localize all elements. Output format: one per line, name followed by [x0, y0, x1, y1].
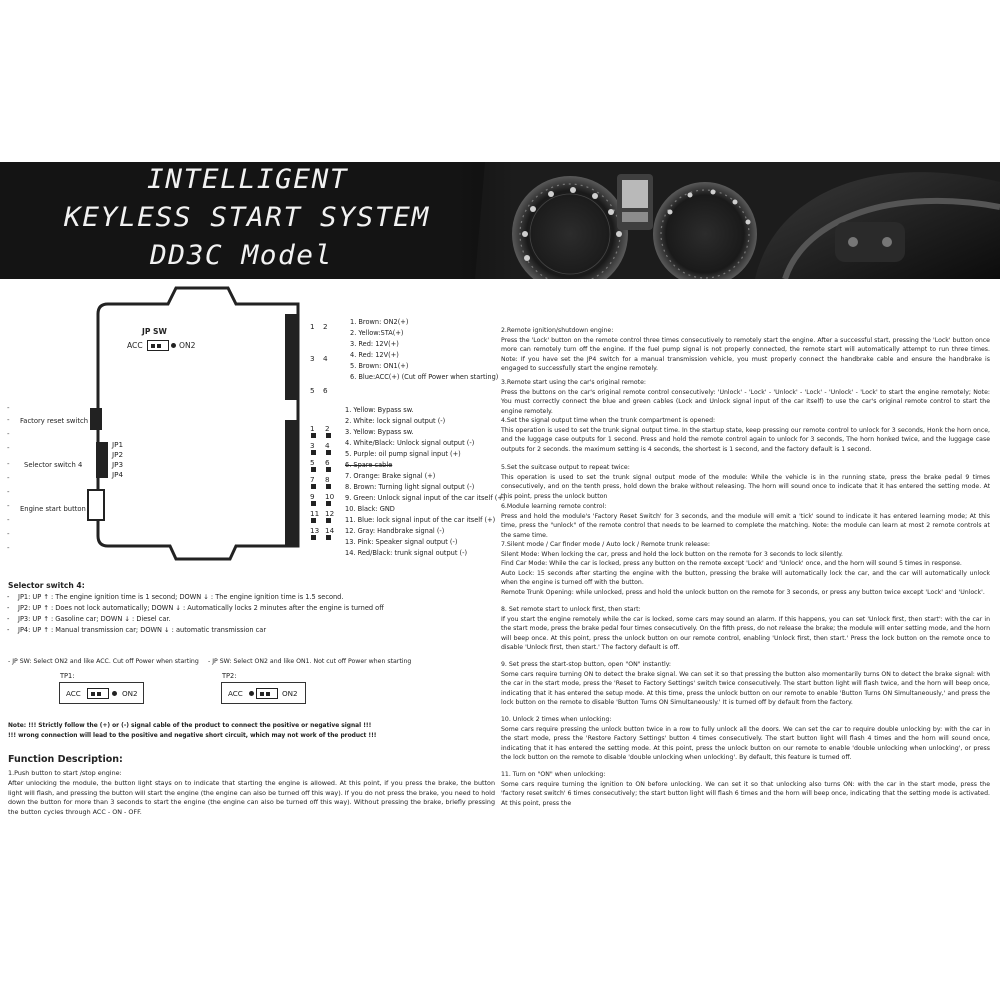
engine-start-button-label: Engine start button: [20, 505, 86, 513]
title-line-3: DD3C Model: [150, 240, 333, 271]
bottom-pin-square-6: [326, 467, 331, 472]
bottom-wire-2: 2. White: lock signal output (-): [345, 417, 446, 425]
bottom-pin-7: 7: [310, 475, 315, 484]
factory-reset-switch-label: Factory reset switch: [20, 417, 89, 425]
tp1-caption: - JP SW: Select ON2 and like ACC. Cut off Power when starting: [8, 658, 199, 665]
function-item-10: 10. Unlock 2 times when unlocking: Some cars require pressing the unlock button twice in a row to fully unlock all the doors. We can set the car to require double unlocking by: with the car in the start mode, press the 'Restore Factory Settings' button 4 times consecutively. The start button light will flash 4 times and the horn will sound once, indicating that it has entered the setting mode. At this point, press the unlock button on our remote to enable 'double unlocking when unlocking', or press the lock button on the remote to disable 'double unlocking when unlocking'. By default, this feature is turned off.: [501, 716, 990, 762]
jp2-label: JP2: [112, 450, 124, 459]
bottom-pin-14: 14: [325, 526, 335, 535]
note-line-1: Note: !!! Strictly follow the (+) or (-) signal cable of the product to connect the positive or negative signal !!!: [8, 723, 372, 729]
bottom-wire-8: 8. Brown: Turning light signal output (-): [345, 483, 475, 491]
tp2-acc-label: ACC: [228, 689, 243, 698]
top-pin-5: 5: [310, 386, 315, 395]
banner-title: [0, 162, 465, 279]
bottom-pin-11: 11: [310, 509, 320, 518]
header-banner: [0, 162, 1000, 279]
function-item-7: 7.Silent mode / Car finder mode / Auto lock / Remote trunk release: Silent Mode: When locking the car, press and hold the lock button on the remote for 3 seconds to lock silently. Find Car Mode: While the car is locked, press any button on the remote except 'Lock' and 'Unlock' once, and the horn will sound 5 times in response. Auto Lock: 15 seconds after starting the engine with the button, pressing the brake will automatically lock the car, and the car will automatically unlock when the engine is turned off with the button. Remote Trunk Opening: while unlocked, press and hold the unlock button on the remote for 3 seconds, or press any button twice except 'Lock' and 'Unlock'.: [501, 541, 990, 596]
jp-sw-on2-label: ON2: [179, 341, 196, 350]
top-wire-1: 1. Brown: ON2(+): [350, 318, 409, 326]
bottom-wire-6: 6. Spare cable: [345, 461, 393, 469]
dashboard-photo: [455, 162, 1000, 279]
bottom-wire-3: 3. Yellow: Bypass sw.: [345, 428, 414, 436]
tp1-acc-label: ACC: [66, 689, 81, 698]
selector-switch-label: Selector switch 4: [24, 461, 83, 469]
tp1-jumper: [87, 688, 109, 699]
bottom-wire-5: 5. Purple: oil pump signal input (+): [345, 450, 461, 458]
top-wire-3: 3. Red: 12V(+): [350, 340, 399, 348]
bottom-wire-14: 14. Red/Black: trunk signal output (-): [345, 549, 468, 557]
bottom-pin-1: 1: [310, 424, 315, 433]
tp2-label: TP2:: [222, 672, 237, 680]
bottom-pin-square-3: [311, 450, 316, 455]
jp-sw-label: JP SW: [142, 327, 167, 336]
selector-jp1: JP1: UP ↑ : The engine ignition time is 1 second; DOWN ↓ : The engine ignition time is 1.5 second.: [18, 593, 344, 601]
jp4-label: JP4: [112, 470, 124, 479]
selector-jp4: JP4: UP ↑ : Manual transmission car; DOWN ↓ : automatic transmission car: [18, 626, 267, 634]
jp-sw-jumper[interactable]: [147, 340, 169, 351]
tp2-on2-label: ON2: [282, 689, 298, 698]
function-item-9: 9. Set press the start-stop button, open "ON" instantly: Some cars require turning ON to detect the brake signal. We can set it so that pressing the button also momentarily turns ON to detect the brake signal: with the car in the start mode, press the 'Reset to Factory Settings' switch twice consecutively. The start button light will flash twice, and the horn will beep once, indicating that it has entered the setup mode. At this time, press the unlock button on our remote to enable 'Button Turns ON Simultaneously,' and press the lock button on the remote to disable 'Button Turns ON Simultaneously.' It is turned off by default from the factory.: [501, 661, 990, 707]
bottom-pin-12: 12: [325, 509, 335, 518]
bottom-pin-2: 2: [325, 424, 330, 433]
bottom-pin-square-12: [326, 518, 331, 523]
bottom-pin-square-5: [311, 467, 316, 472]
bottom-pin-5: 5: [310, 458, 315, 467]
bottom-pin-8: 8: [325, 475, 330, 484]
bottom-pin-square-8: [326, 484, 331, 489]
wiring-diagram: JP SW ACC ON2 JP1 JP2 JP3 JP4 Factory reset switch Selector switch 4 Engine start button - - - - - - - - - - - 1 2 3 4 5 6 1. Brown: ON2(+) 2. Yellow:STA(+) 3. Red: 12V(+) 4. Red: 12V(+) 5. Brown: ON1(+) 6. Blue:ACC(+) (Cut off Power when starting) 1 2 3 4 5 6 7 8 9 10 11 12 13 14 1. Yellow: Bypass sw. 2. White: lock signal output (-) 3. Yellow: Bypass sw. 4. White/Black: Unlock signal output (-) 5. Purple: oil pump signal input (+) 6. Spare cable 7. Orange: Brake signal (+) 8. Brown: Turning light signal output (-) 9. Green: Unlock signal input of the car itself (+) 10. Black: GND 11. Blue: lock signal input of the car itself (+) 12. Gray: Handbrake signal (-) 13. Pink: Speaker signal output (-) 14. Red/Black: trunk signal output (-): [0, 284, 500, 569]
bottom-pin-square-4: [326, 450, 331, 455]
function-item-6: 6.Module learning remote control: Press and hold the module's 'Factory Reset Switch' for 3 seconds, and the module will emit a 'tick' sound to indicate it has entered learning mode; At this time, press the "unlock" of the remote control that needs to be learned to complete the matching. Note: the module can learn at most 2 remote controls at the same time.: [501, 503, 990, 539]
tp2-jumper-box: [221, 682, 306, 704]
tp2-jumper: [256, 688, 278, 699]
bottom-wire-9: 9. Green: Unlock signal input of the car itself (+): [345, 494, 506, 502]
bottom-wire-12: 12. Gray: Handbrake signal (-): [345, 527, 445, 535]
bottom-wire-4: 4. White/Black: Unlock signal output (-): [345, 439, 475, 447]
function-item-2: 2.Remote ignition/shutdown engine: Press the 'Lock' button on the remote control three times consecutively to remotely start the engine. After a successful start, pressing the 'Lock' button once more can remotely turn off the engine. If the fuel pump signal is not properly connected, the remote start will automatically attempt to run three times. Note: If you have set the JP4 switch for a manual transmission vehicle, you must properly connect the handbrake cable and ensure the handbrake is engaged to successfully start the engine remotely.: [501, 327, 990, 373]
tp1-jumper-box: [59, 682, 144, 704]
top-pin-1: 1: [310, 322, 315, 331]
jp1-label: JP1: [112, 440, 124, 449]
jp-sw-pin: [171, 343, 176, 348]
bottom-pin-square-14: [326, 535, 331, 540]
top-pin-6: 6: [323, 386, 328, 395]
top-wire-4: 4. Red: 12V(+): [350, 351, 399, 359]
bottom-wire-11: 11. Blue: lock signal input of the car itself (+): [345, 516, 496, 524]
function-description-title: Function Description:: [8, 754, 123, 765]
bottom-pin-10: 10: [325, 492, 335, 501]
top-wire-5: 5. Brown: ON1(+): [350, 362, 409, 370]
bottom-pin-square-2: [326, 433, 331, 438]
function-item-4: 4.Set the signal output time when the trunk compartment is opened: This operation is used to set the trunk signal output time. In the startup state, keep pressing our remote control to unlock for 3 seconds, Honk the horn once, and the luggage case outputs for 1 second. Press and hold the remote control again to unlock for 3 seconds, The horn honked twice, and the luggage case outputs for 2 seconds. the maximum setting is 4 seconds, the shortest is 1 second, and the factory default is 1 second.: [501, 417, 990, 453]
bottom-pin-square-11: [311, 518, 316, 523]
function-item-3: 3.Remote start using the car's original remote: Press the buttons on the car's original remote control consecutively: 'Unlock' - 'Lock' - 'Unlock' - 'Lock' - 'Unlock' - 'Lock' to start the engine remotely; Note: You must correctly connect the blue and green cables (Lock and Unlock signal input of the car itself) to use the car's original remote control to start the engine remotely.: [501, 379, 990, 415]
tp2-caption: - JP SW: Select ON2 and like ON1. Not cut off Power when starting: [208, 658, 412, 665]
function-item-8: 8. Set remote start to unlock first, then start: If you start the engine remotely while the car is locked, some cars may sound an alarm. If this happens, you can set 'Unlock first, then start': with the car in the start mode, press the brake pedal four times consecutively. On the fifth press, do not release the brake; the module will enter setting mode, and the horn will beep once. At this point, press the unlock button on our remote control, enabling 'Unlock first, then start.' Press the lock button on the remote once to disable 'Unlock first, then start.' The factory default is off.: [501, 606, 990, 652]
bottom-pin-4: 4: [325, 441, 330, 450]
top-wire-2: 2. Yellow:STA(+): [350, 329, 404, 337]
function-item-1: 1.Push button to start /stop engine: After unlocking the module, the button light stays on to indicate that starting the engine is allowed. At this point, if you press the brake, the button light will flash, and pressing the button will start the engine (the engine can also be turned off this way). If you do not press the brake, you need to hold down the button for more than 3 seconds to start the engine (the engine can also be turned off this way). Without pressing the brake, briefly pressing the button cycles through ACC - ON - OFF.: [8, 769, 495, 817]
bottom-pin-13: 13: [310, 526, 320, 535]
jp-sw-acc-label: ACC: [127, 341, 143, 350]
bottom-wire-1: 1. Yellow: Bypass sw.: [345, 406, 414, 414]
bottom-wire-7: 7. Orange: Brake signal (+): [345, 472, 436, 480]
title-line-1: INTELLIGENT: [147, 164, 349, 195]
bottom-pin-square-13: [311, 535, 316, 540]
tp1-on2-label: ON2: [122, 689, 138, 698]
jp3-label: JP3: [112, 460, 124, 469]
tp1-label: TP1:: [60, 672, 75, 680]
selector-jp3: JP3: UP ↑ : Gasoline car; DOWN ↓ : Diesel car.: [18, 615, 171, 623]
top-pin-2: 2: [323, 322, 328, 331]
title-line-2: KEYLESS START SYSTEM: [64, 202, 430, 233]
top-pin-3: 3: [310, 354, 315, 363]
function-item-5: 5.Set the suitcase output to repeat twice: This operation is used to set the trunk signal output mode of the module: While the vehicle is in the running state, press the brake pedal 9 times consecutively, and on the tenth press, hold down the brake without releasing. The horn will sound once to indicate that it has entered the setting mode. At this point, press the unlock button: [501, 464, 990, 500]
bottom-pin-square-9: [311, 501, 316, 506]
bottom-pin-square-10: [326, 501, 331, 506]
bottom-pin-square-1: [311, 433, 316, 438]
bottom-pin-3: 3: [310, 441, 315, 450]
bottom-pin-square-7: [311, 484, 316, 489]
bottom-wire-10: 10. Black: GND: [345, 505, 395, 513]
selector-heading: Selector switch 4:: [8, 581, 85, 590]
top-pin-4: 4: [323, 354, 328, 363]
selector-jp2: JP2: UP ↑ : Does not lock automatically; DOWN ↓ : Automatically locks 2 minutes after the engine is turned off: [18, 604, 384, 612]
note-line-2: !!! wrong connection will lead to the positive and negative short circuit, which may not work of the product !!!: [8, 733, 377, 739]
bottom-pin-9: 9: [310, 492, 315, 501]
top-wire-6: 6. Blue:ACC(+) (Cut off Power when starting): [350, 373, 499, 381]
bottom-wire-13: 13. Pink: Speaker signal output (-): [345, 538, 458, 546]
function-item-11: 11. Turn on "ON" when unlocking: Some cars require turning the ignition to ON before unlocking. We can set it so that unlocking also turns ON: with the car in the start mode, press the 'factory reset switch' 6 times consecutively; the start button light will flash 6 times and the horn will beep once, indicating that the setting mode is activated. At this point, press the: [501, 771, 990, 807]
bottom-pin-6: 6: [325, 458, 330, 467]
